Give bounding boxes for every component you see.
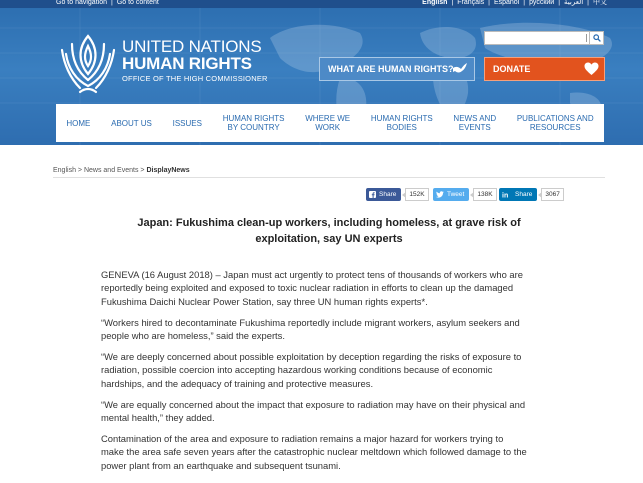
paragraph-line: Fukushima Daichi Nuclear Power Station, say three UN human rights experts*.	[101, 295, 428, 307]
facebook-share-label: Share	[379, 191, 397, 198]
paragraph-line: people who are homeless,” said the experts.	[101, 330, 285, 342]
brand-line-office: OFFICE OF THE HIGH COMMISSIONER	[122, 74, 268, 83]
lang-english[interactable]: English	[422, 0, 448, 6]
twitter-tweet-button[interactable]	[433, 188, 469, 201]
twitter-share	[433, 188, 497, 201]
top-utility-bar	[0, 0, 643, 8]
nav-label-line: WHERE WE	[305, 114, 351, 123]
nav-label-line: PUBLICATIONS AND	[516, 114, 594, 123]
twitter-bird-icon	[436, 191, 444, 198]
article-title-line: Japan: Fukushima clean-up workers, including homeless, at grave risk of	[137, 217, 521, 229]
dove-icon	[452, 62, 468, 76]
breadcrumb-separator: >	[77, 167, 83, 174]
paragraph-line: “Workers hired to decontaminate Fukushima reportedly include migrant workers, asylum seekers and	[101, 317, 520, 328]
linkedin-share-button[interactable]	[499, 188, 537, 201]
paragraph-line: power plant from an earthquake and subsequent tsunami.	[101, 459, 341, 471]
article-paragraph	[101, 432, 571, 472]
divider: |	[110, 0, 113, 6]
nav-label-line: HUMAN RIGHTS	[370, 114, 433, 123]
nav-label-line: BODIES	[386, 123, 417, 132]
what-are-human-rights-button[interactable]	[319, 57, 475, 81]
search-input[interactable]	[484, 31, 604, 45]
article-title-line: exploitation, say UN experts	[255, 233, 403, 245]
divider: |	[523, 0, 526, 6]
divider	[53, 177, 605, 178]
search-icon	[593, 34, 601, 42]
nav-label-line: HUMAN RIGHTS	[222, 114, 285, 123]
facebook-share-button[interactable]	[366, 188, 401, 201]
brand-wordmark[interactable]	[122, 39, 268, 84]
breadcrumb-link-english[interactable]: English	[53, 167, 76, 174]
divider: |	[558, 0, 561, 6]
article-paragraph	[101, 398, 571, 425]
facebook-share	[366, 188, 429, 201]
un-human-rights-emblem-icon	[58, 30, 118, 96]
svg-text:in: in	[502, 192, 509, 198]
search-button[interactable]	[589, 32, 603, 44]
nav-label-line: NEWS AND	[453, 114, 497, 123]
donate-button[interactable]	[484, 57, 605, 81]
language-switcher	[422, 0, 607, 7]
nav-item-news-and-events[interactable]	[443, 104, 506, 142]
breadcrumb-current: DisplayNews	[146, 167, 190, 174]
nav-label	[223, 114, 285, 132]
nav-label-line: RESOURCES	[529, 123, 581, 132]
paragraph-line: GENEVA (16 August 2018) – Japan must act urgently to protect tens of thousands of workers who are	[101, 269, 523, 280]
paragraph-line: hardships, and the adequacy of training and protective measures.	[101, 377, 374, 389]
nav-item-about-us[interactable]	[101, 104, 163, 142]
facebook-share-count: 152K	[405, 188, 428, 201]
brand-line-united-nations: UNITED NATIONS	[122, 37, 262, 56]
twitter-tweet-label: Tweet	[447, 191, 465, 198]
paragraph-line: Contamination of the area and exposure to radiation remains a major hazard for workers trying to	[101, 433, 504, 444]
brand-line-human-rights: HUMAN RIGHTS	[122, 54, 252, 73]
lang-french[interactable]: Français	[457, 0, 485, 6]
lang-chinese[interactable]: 中文	[593, 0, 607, 6]
nav-label	[371, 114, 433, 132]
nav-label: HOME	[66, 118, 91, 128]
lang-arabic[interactable]: العربية	[564, 0, 584, 6]
donate-label: DONATE	[493, 64, 531, 74]
lang-russian[interactable]: русский	[529, 0, 555, 6]
article-paragraph	[101, 268, 571, 308]
article-paragraph	[101, 316, 571, 343]
nav-item-human-rights-bodies[interactable]	[361, 104, 444, 142]
twitter-share-count: 138K	[473, 188, 496, 201]
main-navigation	[56, 104, 604, 142]
skip-to-content-link[interactable]: Go to content	[116, 0, 159, 6]
nav-label	[453, 114, 496, 132]
nav-label-line: EVENTS	[458, 123, 491, 132]
nav-label	[517, 114, 594, 132]
breadcrumb-separator: >	[140, 167, 145, 174]
divider	[586, 34, 587, 42]
article-paragraph	[101, 350, 571, 390]
nav-label	[305, 114, 350, 132]
facebook-icon	[369, 191, 376, 198]
paragraph-line: make the area safe seven years after the catastrophic nuclear meltdown which followed damage to the	[101, 446, 527, 458]
divider: |	[488, 0, 490, 6]
article-title	[100, 215, 558, 247]
divider: |	[451, 0, 454, 6]
paragraph-line: mental health,” they added.	[101, 412, 215, 424]
nav-item-home[interactable]	[56, 104, 101, 142]
breadcrumb	[53, 167, 190, 174]
nav-label: ISSUES	[172, 118, 202, 128]
paragraph-line: “We are deeply concerned about possible exploitation by deception regarding the risks of exposure to	[101, 351, 522, 362]
nav-label-line: BY COUNTRY	[227, 123, 280, 132]
linkedin-share-count: 3067	[541, 188, 563, 201]
linkedin-icon	[502, 191, 512, 198]
nav-item-where-we-work[interactable]	[295, 104, 361, 142]
nav-item-publications-and-resources[interactable]	[506, 104, 604, 142]
breadcrumb-link-news-and-events[interactable]: News and Events	[83, 167, 139, 174]
what-are-human-rights-label: WHAT ARE HUMAN RIGHTS?	[328, 64, 454, 74]
linkedin-share-label: Share	[515, 191, 533, 198]
nav-item-issues[interactable]	[162, 104, 212, 142]
paragraph-line: radiation, possible coercion into accepting hazardous working conditions because of economic	[101, 364, 493, 376]
linkedin-share	[499, 188, 564, 201]
divider: |	[587, 0, 589, 6]
paragraph-line: reportedly being exploited and exposed to toxic nuclear radiation in efforts to clean up the damaged	[101, 282, 514, 294]
paragraph-line: “We are equally concerned about the impact that exposure to radiation may have on their physical and	[101, 399, 526, 410]
nav-label: ABOUT US	[111, 118, 152, 128]
skip-links	[56, 0, 159, 7]
lang-spanish[interactable]: Español	[493, 0, 520, 6]
heart-icon	[584, 62, 599, 76]
nav-label-line: WORK	[315, 123, 341, 132]
skip-to-navigation-link[interactable]: Go to navigation	[56, 0, 107, 6]
nav-item-human-rights-by-country[interactable]	[212, 104, 295, 142]
